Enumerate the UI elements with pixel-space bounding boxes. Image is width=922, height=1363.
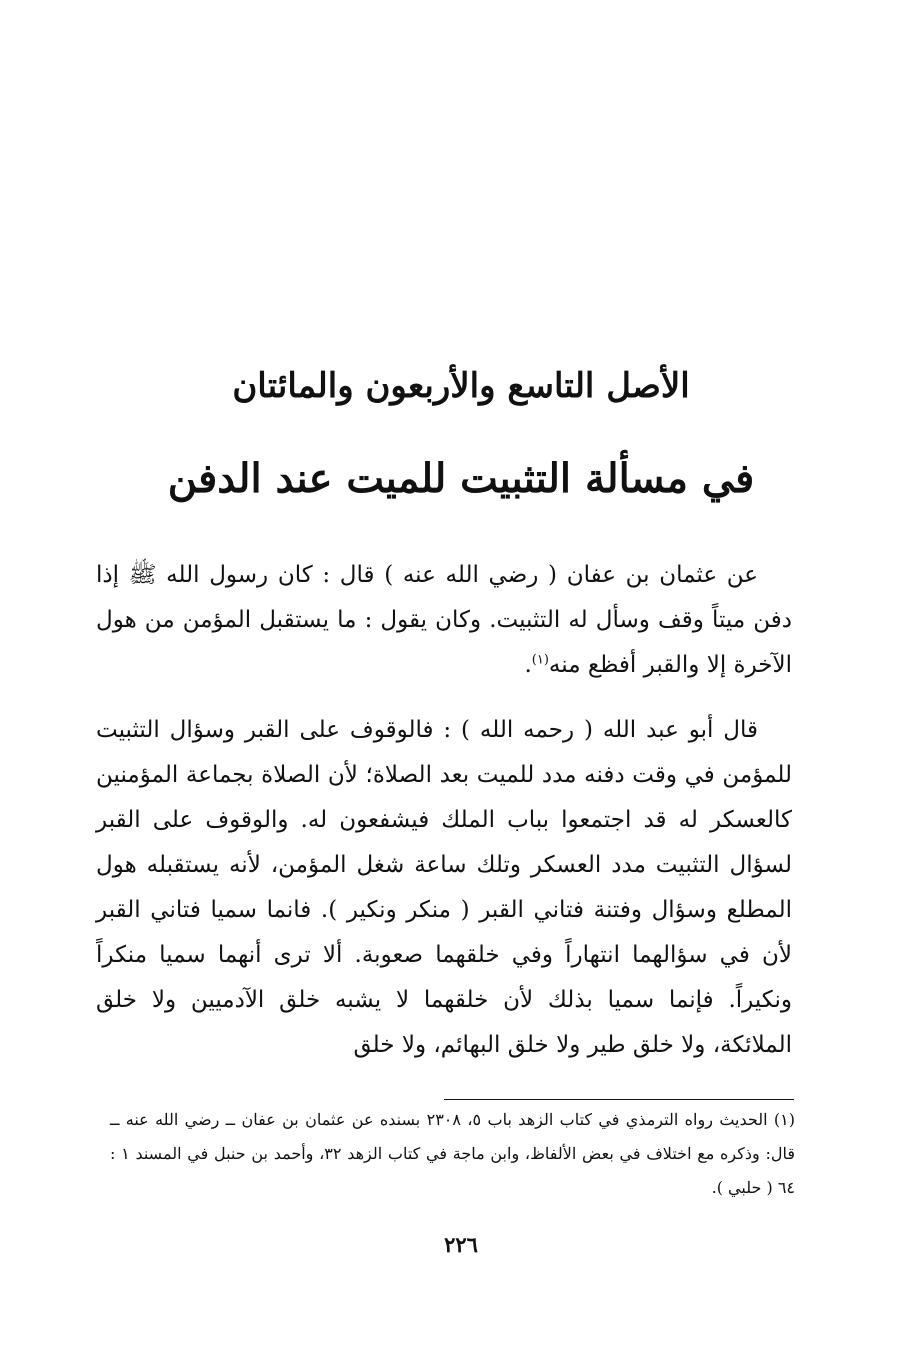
footnote-separator [444,1099,794,1100]
footnote: (١) الحديث رواه الترمذي في كتاب الزهد باب ٥، ٢٣٠٨ بسنده عن عثمان بن عفان ــ رضي الله عنه ــ قال: وذكره مع اختلاف في بعض الألفاظ، وابن ماجة في كتاب الزهد ٣٢، وأحمد بن حنبل في المسند ١ : ٦٤ ( حلبي ). [110,1110,796,1197]
hadith-text: عن عثمان بن عفان ( رضي الله عنه ) قال : كان رسول الله ﷺ إذا دفن ميتاً وقف وسأل له التثبيت. وكان يقول : ما يستقبل المؤمن من هول الآخرة إلا والقبر أفظع منه [96,562,792,678]
body-paragraph-hadith [96,553,792,688]
page-number: ٢٢٦ [444,1232,478,1257]
chapter-subtitle: في مسألة التثبيت للميت عند الدفن [167,455,755,502]
body-paragraph-commentary: قال أبو عبد الله ( رحمه الله ) : فالوقوف على القبر وسؤال التثبيت للمؤمن في وقت دفنه مدد للميت بعد الصلاة؛ لأن الصلاة بجماعة المؤمنين كالعسكر له قد اجتمعوا بباب الملك فيشفعون له. والوقوف على القبر لسؤال التثبيت مدد العسكر وتلك ساعة شغل المؤمن، لأنه يستقبله هول المطلع وسؤال وفتنة فتاني القبر ( منكر ونكير ). فانما سميا فتاني القبر لأن في سؤالهما انتهاراً وفي خلقهما صعوبة. ألا ترى أنهما سميا منكراً ونكيراً. فإنما سميا بذلك لأن خلقهما لا يشبه خلق الآدميين ولا خلق الملائكة، ولا خلق طير ولا خلق البهائم، ولا خلق [96,717,793,1058]
hadith-end-punctuation: . [524,652,532,678]
chapter-heading: الأصل التاسع والأربعون والمائتان [232,366,690,406]
footnote-reference: (١) [531,652,549,668]
